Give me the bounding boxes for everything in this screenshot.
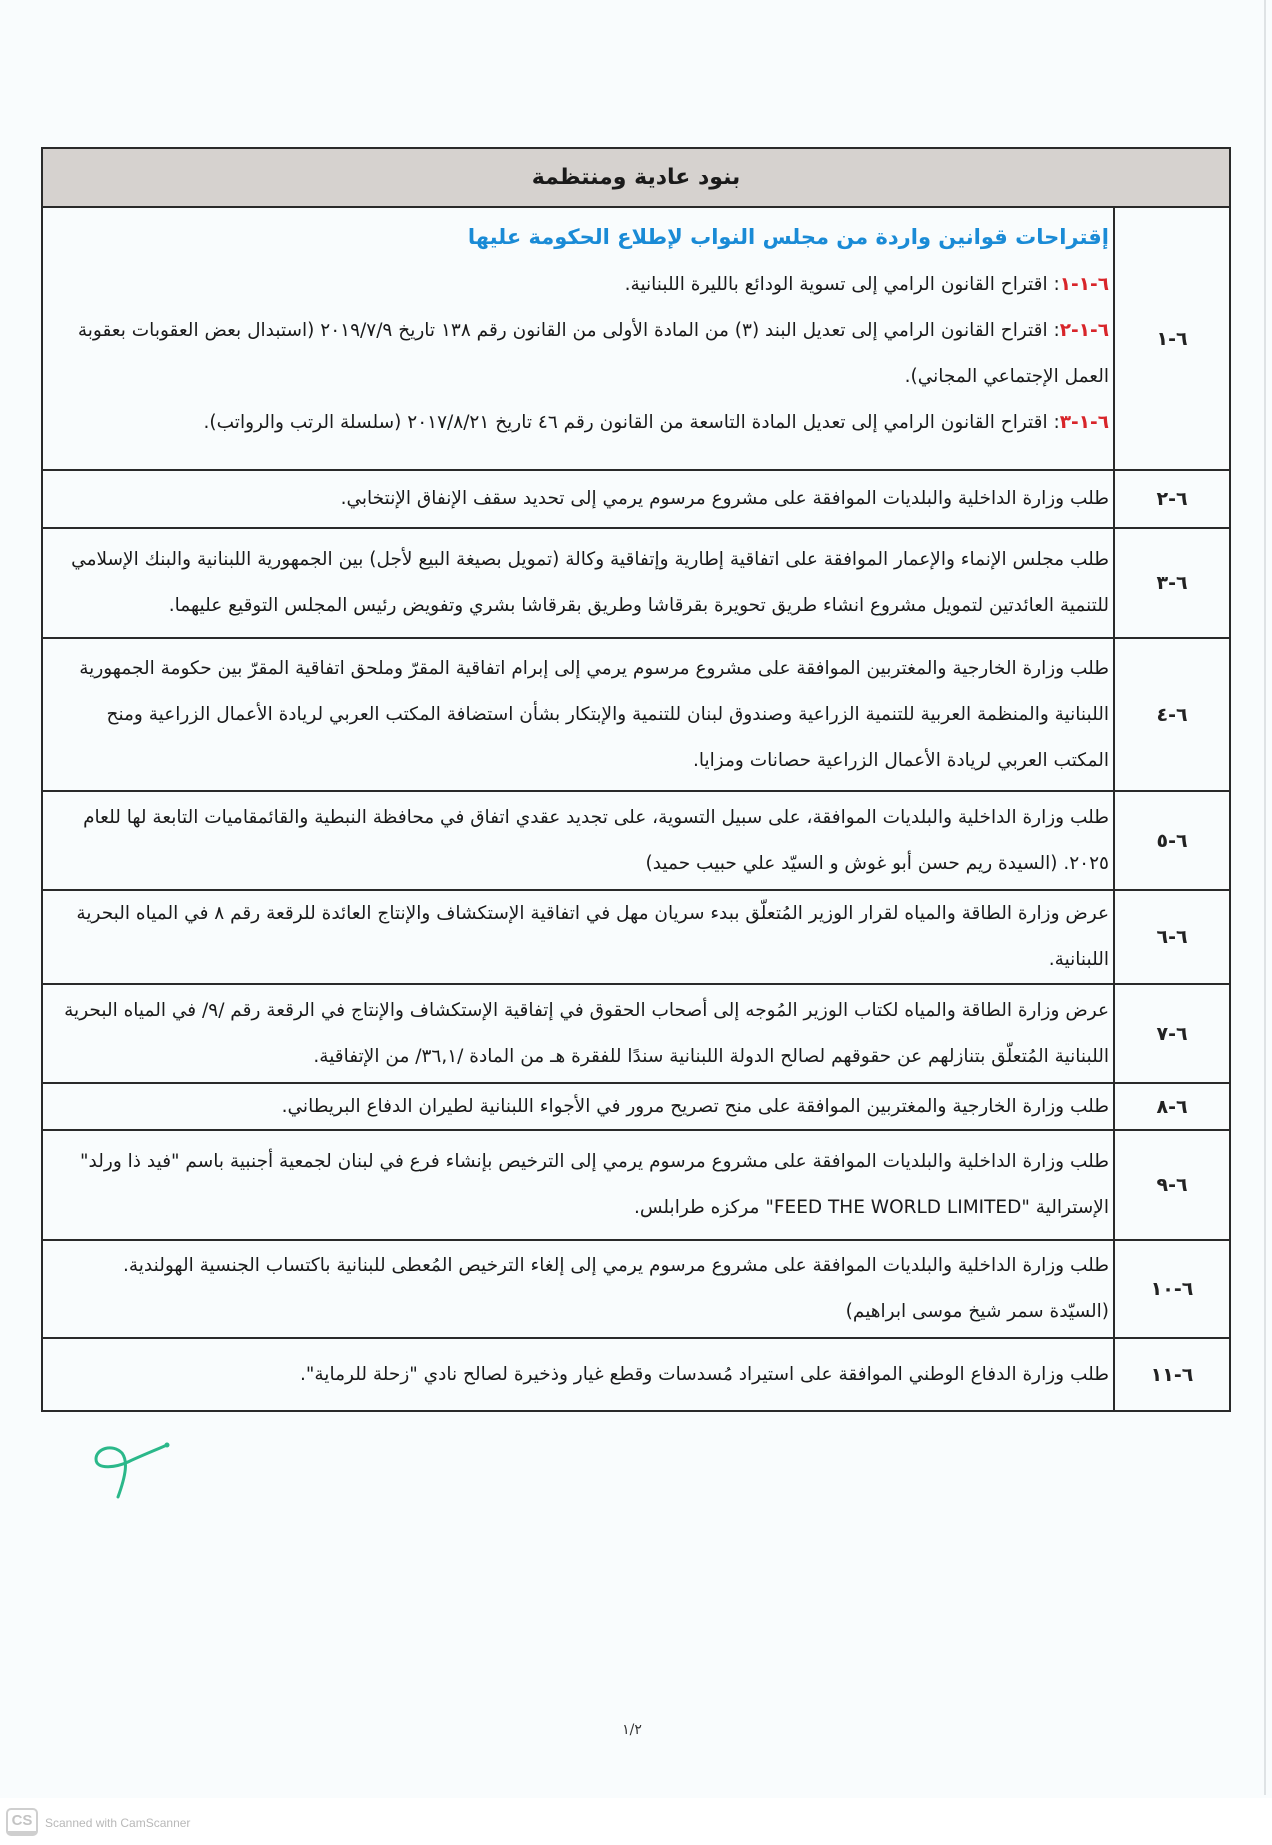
subitem-number: ٦-١-٢ — [1059, 320, 1109, 341]
table-row — [43, 639, 1229, 792]
subitem-text: : اقتراح القانون الرامي إلى تعديل المادة التاسعة من القانون رقم ٤٦ تاريخ ٢٠١٧/٨/٢١ (سلسلة الرتب والرواتب). — [203, 412, 1060, 433]
agenda-table — [41, 147, 1231, 1412]
subitem — [57, 308, 1109, 400]
item-number: ٦-٨ — [1113, 1084, 1229, 1129]
subitem-text: : اقتراح القانون الرامي إلى تسوية الودائع بالليرة اللبنانية. — [624, 274, 1060, 295]
item-number: ٦-١١ — [1113, 1339, 1229, 1410]
subsection-heading: إقتراحات قوانين واردة من مجلس النواب لإطلاع الحكومة عليها — [467, 225, 1109, 249]
item-number: ٦-١٠ — [1113, 1241, 1229, 1337]
item-text: طلب وزارة الخارجية والمغتربين الموافقة على منح تصريح مرور في الأجواء اللبنانية لطيران الدفاع البريطاني. — [281, 1095, 1109, 1117]
scanner-footer — [0, 1798, 1272, 1845]
camscanner-logo-icon: CS — [6, 1808, 38, 1836]
table-row — [43, 792, 1229, 891]
subitem-number: ٦-١-٣ — [1059, 412, 1109, 433]
item-text: طلب وزارة الداخلية والبلديات الموافقة على مشروع مرسوم يرمي إلى إلغاء الترخيص المُعطى للبنانية باكتساب الجنسية الهولندية. — [122, 1255, 1109, 1276]
subitem-text: : اقتراح القانون الرامي إلى تعديل البند (٣) من المادة الأولى من القانون رقم ١٣٨ تاريخ ٢٠١٩/٧/٩ (استبدال بعض العقوبات بعقوبة العمل الإجتماعي المجاني). — [77, 320, 1109, 387]
subitem-number: ٦-١-١ — [1059, 274, 1109, 295]
table-row — [43, 1241, 1229, 1339]
scanner-watermark: Scanned with CamScanner — [45, 1816, 191, 1830]
item-content — [43, 208, 1113, 469]
item-number: ٦-٧ — [1113, 985, 1229, 1082]
item-number: ٦-٥ — [1113, 792, 1229, 889]
item-content — [43, 1241, 1113, 1337]
table-row — [43, 1339, 1229, 1410]
table-row — [43, 891, 1229, 985]
page-edge-line — [1264, 0, 1266, 1795]
table-row — [43, 985, 1229, 1084]
subitem — [57, 262, 1109, 308]
item-number: ٦-٣ — [1113, 529, 1229, 637]
table-row — [43, 1084, 1229, 1131]
item-number: ٦-٢ — [1113, 471, 1229, 527]
item-number: ٦-٦ — [1113, 891, 1229, 983]
item-text: طلب وزارة الخارجية والمغتربين الموافقة على مشروع مرسوم يرمي إلى إبرام اتفاقية المقرّ وملحق اتفاقية المقرّ بين حكومة الجمهورية اللبنانية والمنظمة العربية للتنمية الزراعية وصندوق لبنان للتنمية والإبتكار بشأن استضافة المكتب العربي لريادة الأعمال الزراعية ومنح المكتب العربي لريادة الأعمال الزراعية حصانات ومزايا. — [79, 657, 1109, 771]
item-text: عرض وزارة الطاقة والمياه لكتاب الوزير المُوجه إلى أصحاب الحقوق في إتفاقية الإستكشاف والإنتاج في الرقعة رقم /٩/ في المياه البحرية اللبنانية المُتعلّق بتنازلهم عن حقوقهم لصالح الدولة اللبنانية سندًا للفقرة هـ من المادة /٣٦,١/ من الإتفاقية. — [64, 999, 1109, 1067]
item-text: طلب وزارة الداخلية والبلديات الموافقة على مشروع مرسوم يرمي إلى الترخيص بإنشاء فرع في لبنان لجمعية أجنبية باسم "فيد ذا ورلد" الإسترالية "FEED THE WORLD LIMITED" مركزه طرابلس. — [80, 1151, 1109, 1218]
table-row — [43, 529, 1229, 639]
item-number: ٦-٩ — [1113, 1131, 1229, 1239]
subitem — [57, 400, 1109, 446]
item-text: طلب وزارة الداخلية والبلديات الموافقة على مشروع مرسوم يرمي إلى تحديد سقف الإنفاق الإنتخابي. — [340, 488, 1109, 509]
item-number: ٦-١ — [1113, 208, 1229, 469]
table-row — [43, 1131, 1229, 1241]
table-row — [43, 208, 1229, 471]
item-note: (السيّدة سمر شيخ موسى ابراهيم) — [845, 1301, 1109, 1322]
page-number: ١/٢ — [622, 1722, 642, 1738]
table-row — [43, 471, 1229, 529]
signature-icon — [88, 1435, 178, 1505]
item-text: طلب مجلس الإنماء والإعمار الموافقة على اتفاقية إطارية وإتفاقية وكالة (تمويل بصيغة البيع لأجل) بين الجمهورية اللبنانية والبنك الإسلامي للتنمية العائدتين لتمويل مشروع انشاء طريق تحويرة بقرقاشا وطريق بقرقاشا بشري وتفويض رئيس المجلس التوقيع عليهما. — [71, 549, 1109, 616]
item-text: طلب وزارة الداخلية والبلديات الموافقة، على سبيل التسوية، على تجديد عقدي اتفاق في محافظة النبطية والقائمقاميات التابعة لها للعام ٢٠٢٥. (السيدة ريم حسن أبو غوش و السيّد علي حبيب حميد) — [83, 806, 1109, 874]
item-number: ٦-٤ — [1113, 639, 1229, 790]
item-text: طلب وزارة الدفاع الوطني الموافقة على استيراد مُسدسات وقطع غيار وذخيرة لصالح نادي "زحلة للرماية". — [300, 1363, 1109, 1385]
section-title: بنود عادية ومنتظمة — [43, 149, 1229, 208]
item-text: عرض وزارة الطاقة والمياه لقرار الوزير المُتعلّق ببدء سريان مهل في اتفاقية الإستكشاف والإنتاج العائدة للرقعة رقم ٨ في المياه البحرية اللبنانية. — [76, 903, 1109, 970]
